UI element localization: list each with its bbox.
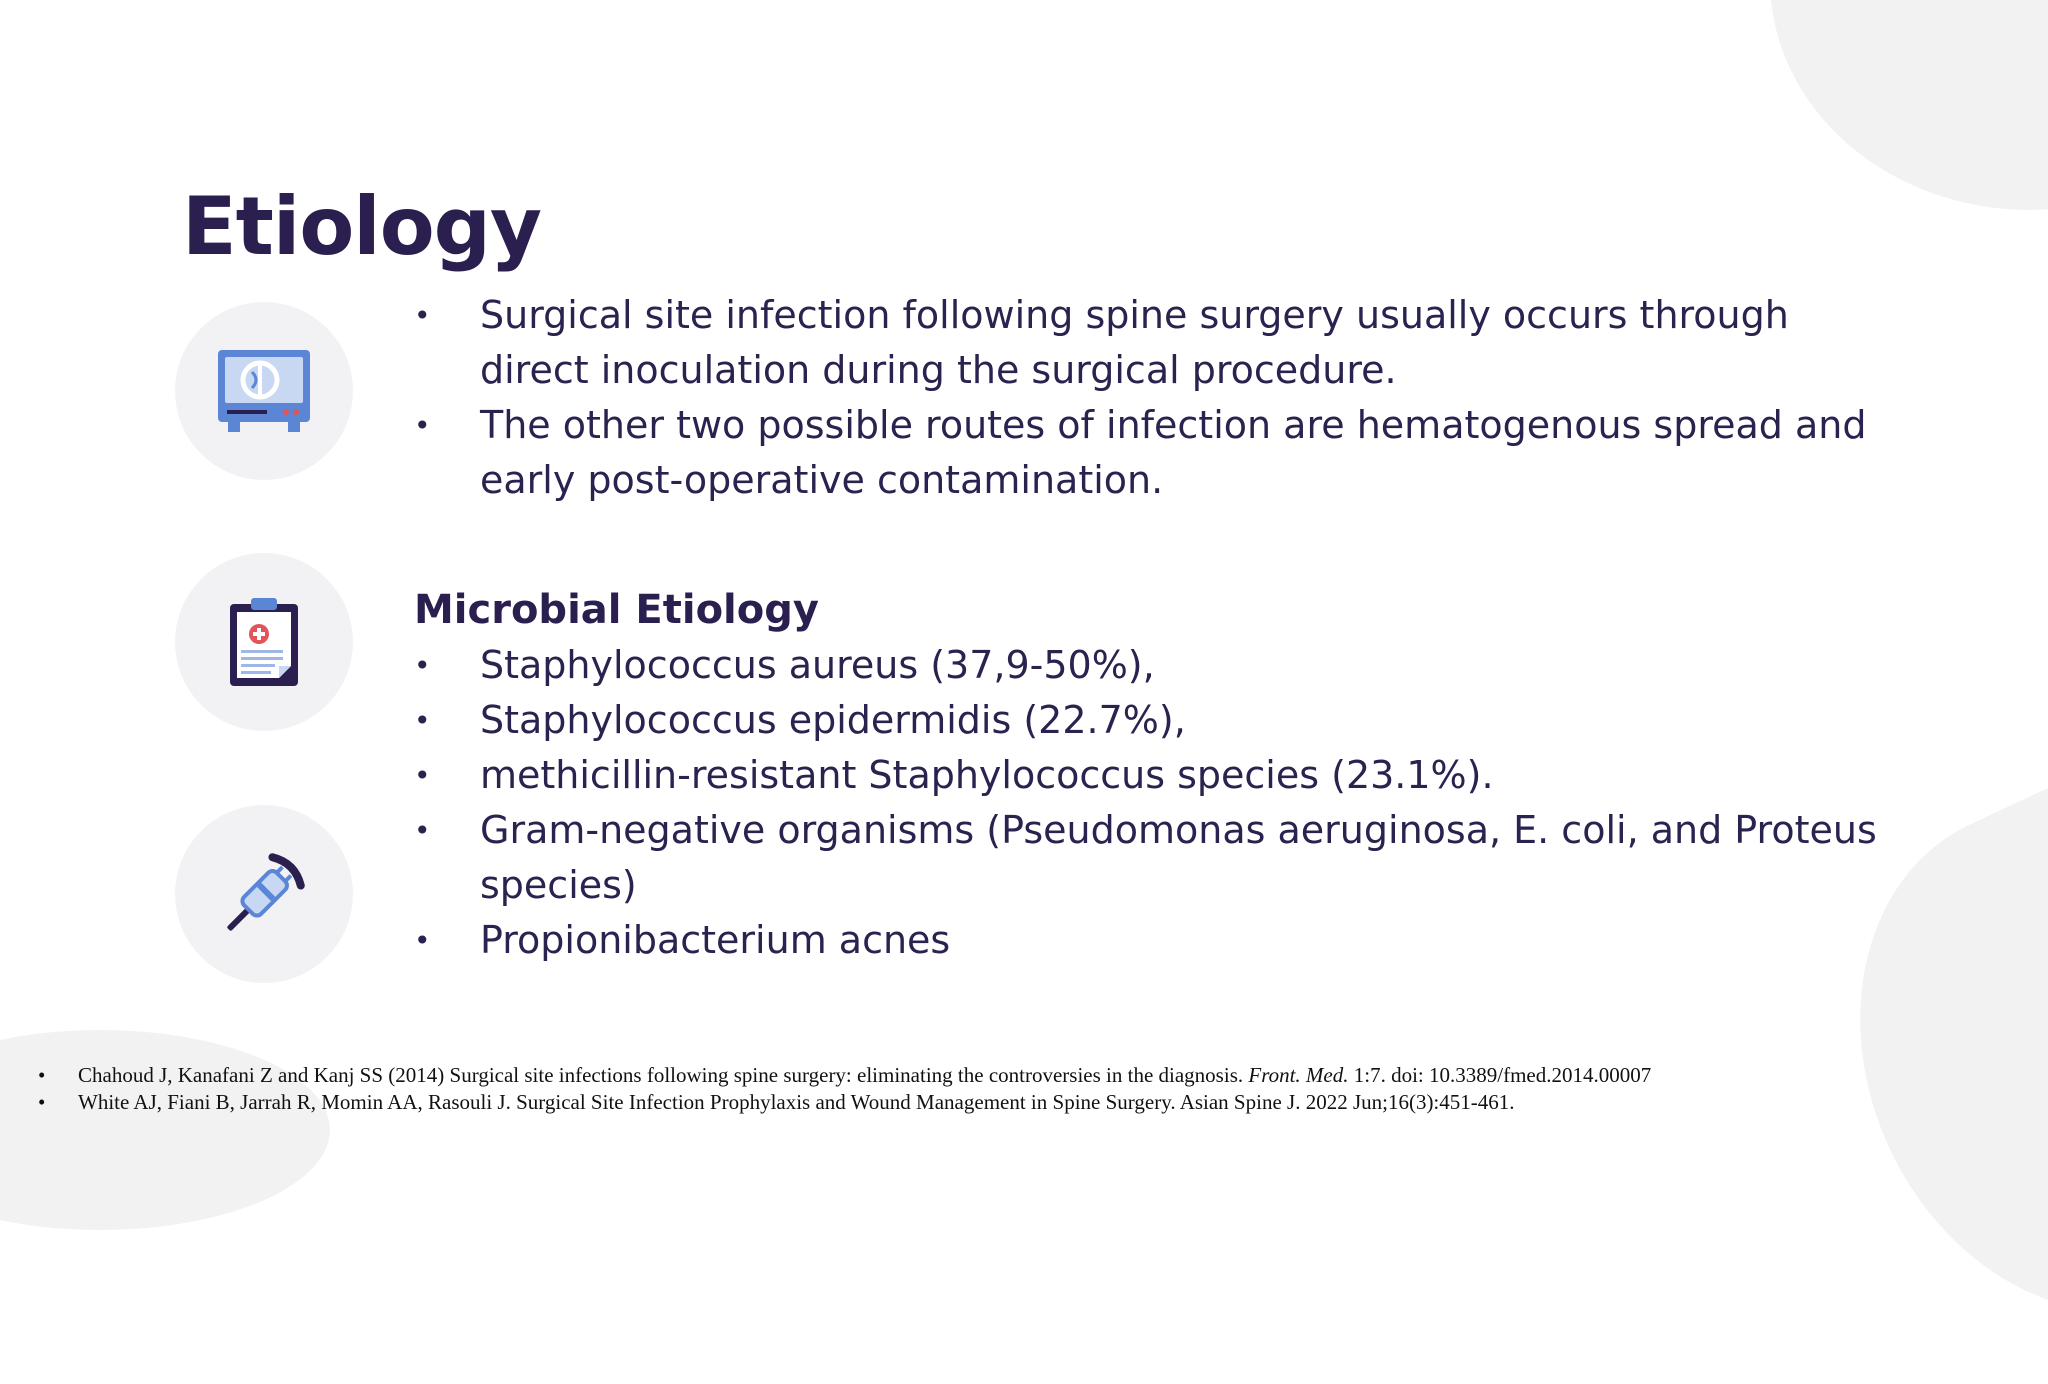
intro-bullet: • The other two possible routes of infection are hematogenous spread and early post-operative contamination. xyxy=(414,398,1894,508)
reference-text: White AJ, Fiani B, Jarrah R, Momin AA, Rasouli J. Surgical Site Infection Prophylaxis and Wound Management in Spine Surgery. Asian Spine J. 2022 Jun;16(3):451-461. xyxy=(78,1090,1515,1114)
microbial-section xyxy=(414,582,1894,968)
icon-circle-monitor xyxy=(175,302,353,480)
microbial-bullet: • Gram-negative organisms (Pseudomonas aeruginosa, E. coli, and Proteus species) xyxy=(414,803,1894,913)
icon-circle-clipboard xyxy=(175,553,353,731)
intro-bullet-list xyxy=(414,288,1894,508)
references xyxy=(38,1062,1998,1116)
reference-item xyxy=(38,1062,1998,1089)
slide-title: Etiology xyxy=(182,179,542,273)
reference-list xyxy=(38,1062,1998,1116)
reference-journal: Front. Med. xyxy=(1248,1063,1349,1087)
crutch-icon xyxy=(214,844,314,944)
microbial-bullet: • Staphylococcus aureus (37,9-50%), xyxy=(414,638,1894,693)
microbial-bullet: • Staphylococcus epidermidis (22.7%), xyxy=(414,693,1894,748)
microbial-heading: Microbial Etiology xyxy=(414,587,819,633)
intro-section xyxy=(414,288,1894,508)
icon-circle-crutch xyxy=(175,805,353,983)
microbial-bullet: • methicillin-resistant Staphylococcus species (23.1%). xyxy=(414,748,1894,803)
clipboard-icon xyxy=(227,596,301,688)
monitor-icon xyxy=(216,348,312,434)
microbial-bullet-list xyxy=(414,638,1894,968)
microbial-bullet: • Propionibacterium acnes xyxy=(414,913,1894,968)
intro-bullet: • Surgical site infection following spine surgery usually occurs through direct inoculation during the surgical procedure. xyxy=(414,288,1894,398)
reference-text: Chahoud J, Kanafani Z and Kanj SS (2014) Surgical site infections following spine surgery: eliminating the controversies in the diagnosis. xyxy=(78,1063,1249,1087)
reference-item xyxy=(38,1089,1998,1116)
decorative-blob-bottom-left xyxy=(0,1030,330,1230)
reference-text: 1:7. doi: 10.3389/fmed.2014.00007 xyxy=(1348,1063,1652,1087)
decorative-blob-top-right xyxy=(1770,0,2048,210)
